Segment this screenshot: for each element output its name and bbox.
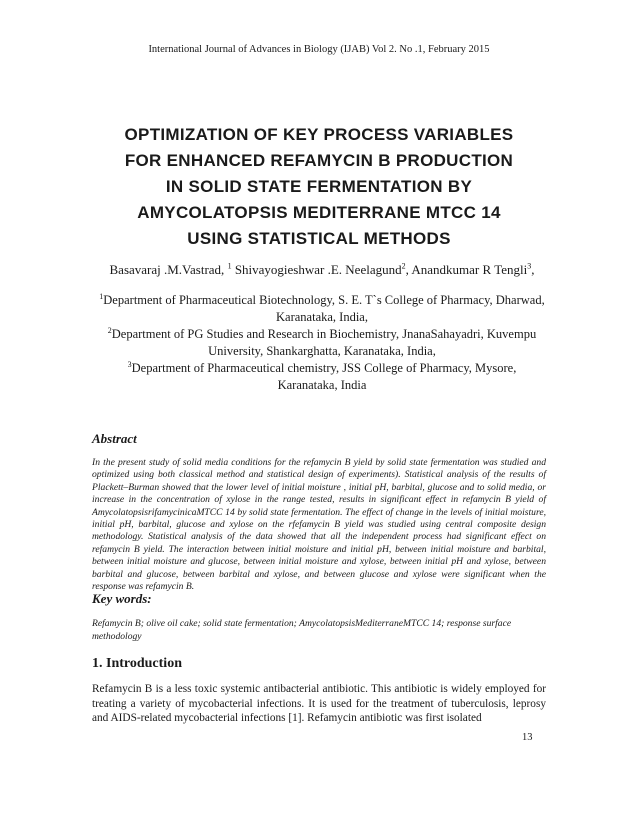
abstract-heading: Abstract	[92, 431, 137, 446]
keywords-heading-text: Key words	[92, 591, 148, 606]
paper-title	[60, 122, 578, 252]
journal-header: International Journal of Advances in Biology (IJAB) Vol 2. No .1, February 2015	[148, 44, 490, 55]
affiliation-line-2: Karanataka, India,	[276, 310, 368, 324]
affiliation-1-text: Department of Pharmaceutical Biotechnology, S. E. T`s College of Pharmacy, Dharwad,	[103, 293, 545, 307]
author-end: ,	[531, 262, 535, 277]
keywords-heading	[92, 591, 152, 607]
affiliation-line-1	[92, 292, 552, 309]
keywords-body: Refamycin B; olive oil cake; solid state fermentation; AmycolatopsisMediterraneMTCC 14; response surface methodology	[92, 618, 512, 642]
author-3-sup: 3	[527, 261, 532, 271]
title-line-5: USING STATISTICAL METHODS	[187, 229, 451, 248]
abstract-body: In the present study of solid media conditions for the refamycin B yield by solid state fermentation was studied and optimized using both classical method and statistical design of experiments). Statistical analysis of the results of Plackett–Burman showed that the lower level of initial moisture , initial pH, barbital, glucose and to solid media, or increase in the concentration of xylose in the range tested, results in significant effect in refamycin B yield of AmycolatopsisrifamycinicaMTCC 14 by solid state fermentation. The effect of change in the levels of initial moisture, initial pH, barbital, glucose and xylose on the rfefamycin B yield was studied using central composite design methodology. Statistical analysis of the data showed that all the independent process had significant effect on refamycin B yield. The interaction between initial moisture and initial pH, between initial moisture and barbital, between initial moisture and glucose, between initial moisture and xylose, between initial pH and xylose, between barbital and glucose, between barbital and xylose, and between glucose and xylose were significant when the response was refamycin B.	[92, 457, 546, 593]
affiliation-2-sup: 2	[107, 325, 112, 335]
page-number: 13	[522, 732, 533, 743]
author-1-sup: 1	[227, 261, 232, 271]
author-list	[92, 262, 552, 278]
affiliation-3-sup: 3	[127, 359, 132, 369]
affiliation-line-3	[92, 326, 552, 343]
title-line-3: IN SOLID STATE FERMENTATION BY	[165, 177, 473, 196]
author-2-sup: 2	[401, 261, 406, 271]
author-2: Shivayogieshwar .E. Neelagund	[231, 262, 402, 277]
affiliation-line-5	[92, 360, 552, 377]
affiliation-line-4: University, Shankarghatta, Karanataka, India,	[208, 344, 436, 358]
title-line-4: AMYCOLATOPSIS MEDITERRANE MTCC 14	[137, 203, 501, 222]
introduction-heading: 1. Introduction	[92, 656, 182, 671]
title-line-2: FOR ENHANCED REFAMYCIN B PRODUCTION	[124, 151, 514, 170]
title-line-1: OPTIMIZATION OF KEY PROCESS VARIABLES	[124, 125, 514, 144]
introduction-body: Refamycin B is a less toxic systemic antibacterial antibiotic. This antibiotic is widely employed for treating a variety of mycobacterial infections. It is used for the treatment of tuberculosis, leprosy and AIDS-related mycobacterial infections [1]. Refamycin antibiotic was first isolated	[92, 683, 546, 725]
affiliation-line-6: Karanataka, India	[277, 378, 367, 392]
author-1: Basavaraj .M.Vastrad,	[109, 262, 228, 277]
affiliation-3-text: Department of Pharmaceutical chemistry, JSS College of Pharmacy, Mysore,	[131, 361, 517, 375]
affiliation-1-sup: 1	[99, 291, 104, 301]
affiliations	[92, 292, 552, 394]
keywords-colon: :	[147, 591, 152, 606]
author-3: , Anandkumar R Tengli	[405, 262, 528, 277]
affiliation-2-text: Department of PG Studies and Research in Biochemistry, JnanaSahayadri, Kuvempu	[111, 327, 537, 341]
